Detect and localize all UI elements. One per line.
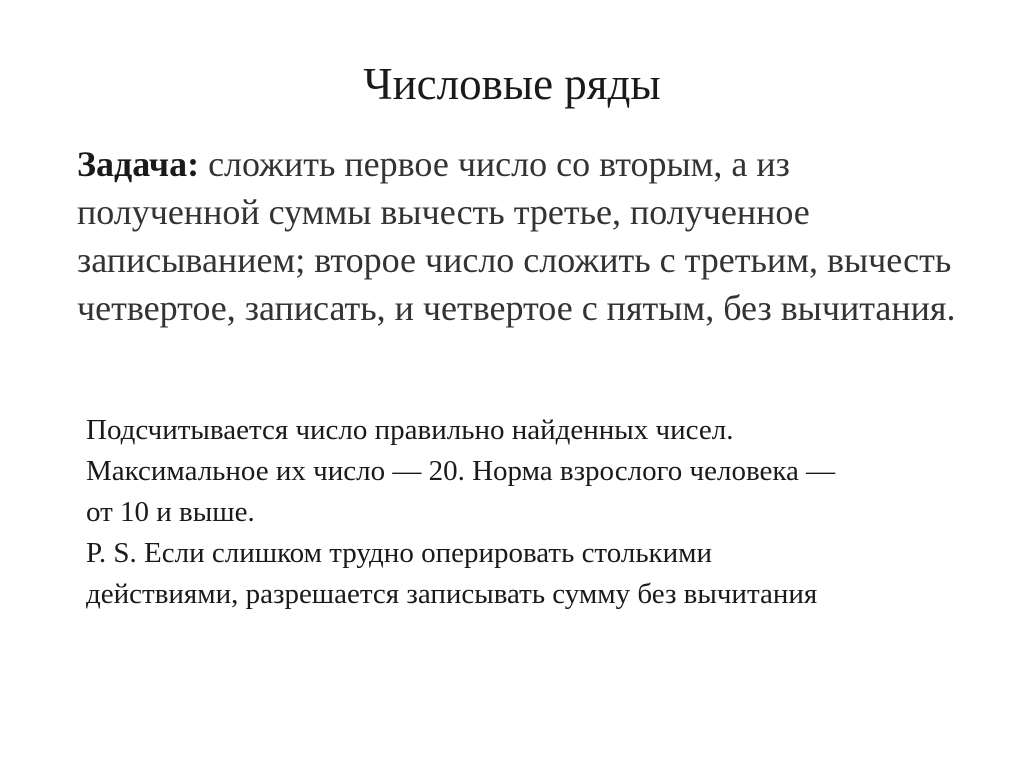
task-label: Задача: [77,144,200,184]
task-paragraph [77,140,957,332]
slide-title: Числовые ряды [363,59,661,109]
notes-line: P. S. Если слишком трудно оперировать столькими [86,537,713,569]
notes-line: действиями, разрешается записывать сумму без вычитания [86,578,818,610]
task-text: сложить первое число со вторым, а из полученной суммы вычесть третье, полученное записыванием; второе число сложить с третьим, вычесть четвертое, записать, и четвертое с пятым, без вычитания. [77,144,956,328]
notes-line: Максимальное их число — 20. Норма взрослого человека — [86,455,836,487]
notes-line: Подсчитывается число правильно найденных чисел. [86,414,734,446]
notes-block [86,410,986,615]
notes-line: от 10 и выше. [86,496,255,528]
